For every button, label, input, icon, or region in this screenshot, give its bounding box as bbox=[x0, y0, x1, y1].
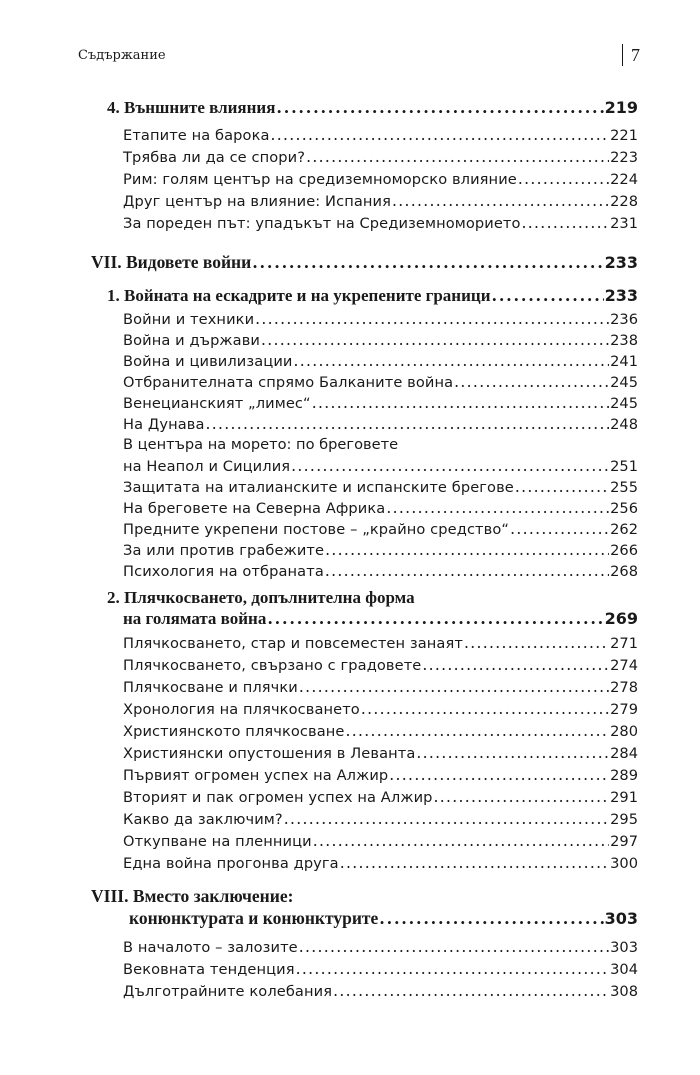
leader-dots bbox=[206, 415, 610, 433]
toc-entry[interactable] bbox=[123, 457, 638, 477]
leader-dots bbox=[267, 609, 603, 628]
toc-entry[interactable] bbox=[123, 148, 638, 168]
toc-entry[interactable] bbox=[123, 310, 638, 330]
toc-entry-title: Друг център на влияние: Испания bbox=[123, 193, 391, 210]
toc-entry[interactable] bbox=[123, 520, 638, 540]
toc-entry-page: 304 bbox=[610, 961, 638, 978]
toc-entry-title: Войни и техники bbox=[123, 311, 255, 328]
toc-entry-title: Вторият и пак огромен успех на Алжир bbox=[123, 789, 433, 806]
leader-dots bbox=[299, 678, 609, 696]
toc-entry[interactable] bbox=[123, 192, 638, 212]
toc-entry-page: 284 bbox=[610, 745, 638, 762]
leader-dots bbox=[361, 700, 609, 718]
page-number: 7 bbox=[631, 44, 640, 65]
leader-dots bbox=[325, 562, 609, 580]
toc-entry-title: На бреговете на Северна Африка bbox=[123, 500, 386, 517]
leader-dots bbox=[515, 478, 609, 496]
toc-entry-page: 238 bbox=[610, 332, 638, 349]
toc-entry[interactable] bbox=[123, 854, 638, 874]
toc-entry[interactable] bbox=[123, 722, 638, 742]
toc-entry-page: 291 bbox=[610, 789, 638, 806]
toc-entry[interactable] bbox=[123, 938, 638, 958]
leader-dots bbox=[454, 373, 609, 391]
leader-dots bbox=[312, 394, 609, 412]
toc-entry-page: 303 bbox=[604, 909, 638, 928]
leader-dots bbox=[284, 810, 609, 828]
toc-entry-page: 221 bbox=[610, 127, 638, 144]
toc-entry-title: Хронология на плячкосването bbox=[123, 701, 360, 718]
toc-entry-title: Откупване на пленници bbox=[123, 833, 312, 850]
toc-entry-page: 280 bbox=[610, 723, 638, 740]
toc-entry[interactable] bbox=[123, 331, 638, 351]
toc-entry-page: 233 bbox=[604, 286, 638, 305]
toc-entry-page: 236 bbox=[610, 311, 638, 328]
toc-section-4[interactable] bbox=[107, 98, 638, 120]
toc-entry-page: 300 bbox=[610, 855, 638, 872]
toc-entry[interactable] bbox=[123, 499, 638, 519]
toc-entry-page: 231 bbox=[610, 215, 638, 232]
toc-entry-page: 245 bbox=[610, 395, 638, 412]
leader-dots bbox=[492, 286, 604, 305]
toc-entry-page: 223 bbox=[610, 149, 638, 166]
toc-entry-title: Плячкосване и плячки bbox=[123, 679, 298, 696]
toc-entry-title: Психология на отбраната bbox=[123, 563, 324, 580]
toc-entry-page: 241 bbox=[610, 353, 638, 370]
toc-entry[interactable] bbox=[123, 656, 638, 676]
toc-entry-title: Първият огромен успех на Алжир bbox=[123, 767, 389, 784]
toc-entry-title: Една война прогонва друга bbox=[123, 855, 339, 872]
toc-entry-title: VII. Видовете войни bbox=[91, 252, 252, 272]
leader-dots bbox=[518, 170, 609, 188]
leader-dots bbox=[422, 656, 609, 674]
leader-dots bbox=[389, 766, 609, 784]
toc-entry[interactable] bbox=[123, 415, 638, 435]
toc-entry-page: 278 bbox=[610, 679, 638, 696]
toc-entry-title: на голямата война bbox=[123, 609, 267, 628]
header-divider bbox=[622, 44, 623, 66]
toc-entry[interactable] bbox=[123, 744, 638, 764]
leader-dots bbox=[416, 744, 609, 762]
toc-entry-title: Плячкосването, стар и повсеместен занаят bbox=[123, 635, 463, 652]
toc-entry[interactable] bbox=[123, 562, 638, 582]
toc-entry-title: 1. Войната на ескадрите и на укрепените граници bbox=[107, 286, 491, 305]
toc-entry-page: 219 bbox=[604, 98, 638, 117]
leader-dots bbox=[379, 909, 603, 928]
toc-entry-title: Война и цивилизации bbox=[123, 353, 293, 370]
leader-dots bbox=[299, 938, 609, 956]
leader-dots bbox=[261, 331, 609, 349]
toc-chapter-8[interactable] bbox=[129, 908, 638, 932]
toc-entry-title: На Дунава bbox=[123, 416, 205, 433]
page-number-group bbox=[622, 44, 640, 66]
leader-dots bbox=[510, 520, 609, 538]
toc-entry-title: Дълготрайните колебания bbox=[123, 983, 333, 1000]
toc-entry[interactable] bbox=[123, 832, 638, 852]
toc-entry-title: За пореден път: упадъкът на Средиземноморието bbox=[123, 215, 521, 232]
leader-dots bbox=[252, 253, 603, 272]
toc-chapter-8-title-line[interactable]: VIII. Вместо заключение: bbox=[91, 886, 294, 906]
toc-entry-page: 248 bbox=[610, 416, 638, 433]
toc-entry-title: Отбранителната спрямо Балканите война bbox=[123, 374, 454, 391]
toc-entry-title: Християнски опустошения в Леванта bbox=[123, 745, 416, 762]
leader-dots bbox=[313, 832, 609, 850]
leader-dots bbox=[333, 982, 609, 1000]
toc-entry-page: 269 bbox=[604, 609, 638, 628]
toc-entry-title: на Неапол и Сицилия bbox=[123, 458, 291, 475]
leader-dots bbox=[340, 854, 609, 872]
leader-dots bbox=[306, 148, 609, 166]
toc-entry[interactable] bbox=[123, 700, 638, 720]
toc-entry-title: Какво да заключим? bbox=[123, 811, 283, 828]
toc-entry-page: 268 bbox=[610, 563, 638, 580]
toc-entry-page: 308 bbox=[610, 983, 638, 1000]
toc-entry[interactable] bbox=[123, 810, 638, 830]
toc-entry-page: 297 bbox=[610, 833, 638, 850]
toc-entry[interactable] bbox=[123, 541, 638, 561]
toc-section-2[interactable] bbox=[123, 609, 638, 631]
toc-entry[interactable] bbox=[123, 394, 638, 414]
toc-entry-title: Рим: голям център на средиземноморско влияние bbox=[123, 171, 517, 188]
toc-entry-page: 279 bbox=[610, 701, 638, 718]
leader-dots bbox=[294, 352, 610, 370]
toc-entry[interactable] bbox=[123, 214, 638, 234]
toc-entry-page: 256 bbox=[610, 500, 638, 517]
leader-dots bbox=[346, 722, 610, 740]
toc-entry-page: 262 bbox=[610, 521, 638, 538]
toc-entry[interactable] bbox=[123, 478, 638, 498]
toc-entry[interactable] bbox=[123, 126, 638, 146]
leader-dots bbox=[255, 310, 609, 328]
toc-entry-title: Вековната тенденция bbox=[123, 961, 295, 978]
toc-entry[interactable] bbox=[123, 170, 638, 190]
toc-entry-title: 4. Външните влияния bbox=[107, 98, 276, 117]
toc-entry-title-line[interactable]: В центъра на морето: по бреговете bbox=[123, 436, 399, 453]
toc-entry-page: 224 bbox=[610, 171, 638, 188]
leader-dots bbox=[522, 214, 610, 232]
leader-dots bbox=[296, 960, 610, 978]
toc-chapter-7[interactable] bbox=[91, 252, 638, 276]
toc-entry-page: 251 bbox=[610, 458, 638, 475]
toc-entry[interactable] bbox=[123, 982, 638, 1002]
toc-entry-page: 228 bbox=[610, 193, 638, 210]
toc-entry-page: 271 bbox=[610, 635, 638, 652]
toc-entry-page: 255 bbox=[610, 479, 638, 496]
toc-entry[interactable] bbox=[123, 678, 638, 698]
leader-dots bbox=[271, 126, 610, 144]
toc-entry-page: 289 bbox=[610, 767, 638, 784]
toc-entry[interactable] bbox=[123, 634, 638, 654]
toc-entry-title: Предните укрепени постове – „крайно средство“ bbox=[123, 521, 510, 538]
toc-entry[interactable] bbox=[123, 788, 638, 808]
toc-entry-title: Трябва ли да се спори? bbox=[123, 149, 306, 166]
toc-entry-title: Християнското плячкосване bbox=[123, 723, 345, 740]
toc-section-2-title-line[interactable]: 2. Плячкосването, допълнителна форма bbox=[107, 588, 415, 607]
toc-entry[interactable] bbox=[123, 960, 638, 980]
toc-entry-page: 303 bbox=[610, 939, 638, 956]
toc-entry-page: 233 bbox=[604, 253, 638, 272]
toc-entry[interactable] bbox=[123, 352, 638, 372]
leader-dots bbox=[325, 541, 609, 559]
toc-entry[interactable] bbox=[123, 766, 638, 786]
leader-dots bbox=[464, 634, 609, 652]
toc-entry-page: 274 bbox=[610, 657, 638, 674]
toc-section-1[interactable] bbox=[107, 286, 638, 308]
leader-dots bbox=[386, 499, 609, 517]
toc-entry-page: 295 bbox=[610, 811, 638, 828]
toc-entry-title: Венецианският „лимес“ bbox=[123, 395, 311, 412]
toc-entry-title: Война и държави bbox=[123, 332, 261, 349]
toc-entry-title: Плячкосването, свързано с градовете bbox=[123, 657, 422, 674]
toc-entry-page: 266 bbox=[610, 542, 638, 559]
toc-entry-title: В началото – залозите bbox=[123, 939, 298, 956]
leader-dots bbox=[392, 192, 609, 210]
toc-entry[interactable] bbox=[123, 373, 638, 393]
toc-entry-title: конюнктурата и конюнктурите bbox=[129, 908, 379, 928]
leader-dots bbox=[434, 788, 610, 806]
toc-entry-title: Етапите на барока bbox=[123, 127, 270, 144]
toc-entry-title: За или против грабежите bbox=[123, 542, 325, 559]
toc-entry-page: 245 bbox=[610, 374, 638, 391]
running-header bbox=[78, 44, 640, 72]
toc-entry-title: Защитата на италианските и испанските брегове bbox=[123, 479, 514, 496]
leader-dots bbox=[276, 98, 603, 117]
leader-dots bbox=[291, 457, 609, 475]
running-title: Съдържание bbox=[78, 48, 166, 63]
